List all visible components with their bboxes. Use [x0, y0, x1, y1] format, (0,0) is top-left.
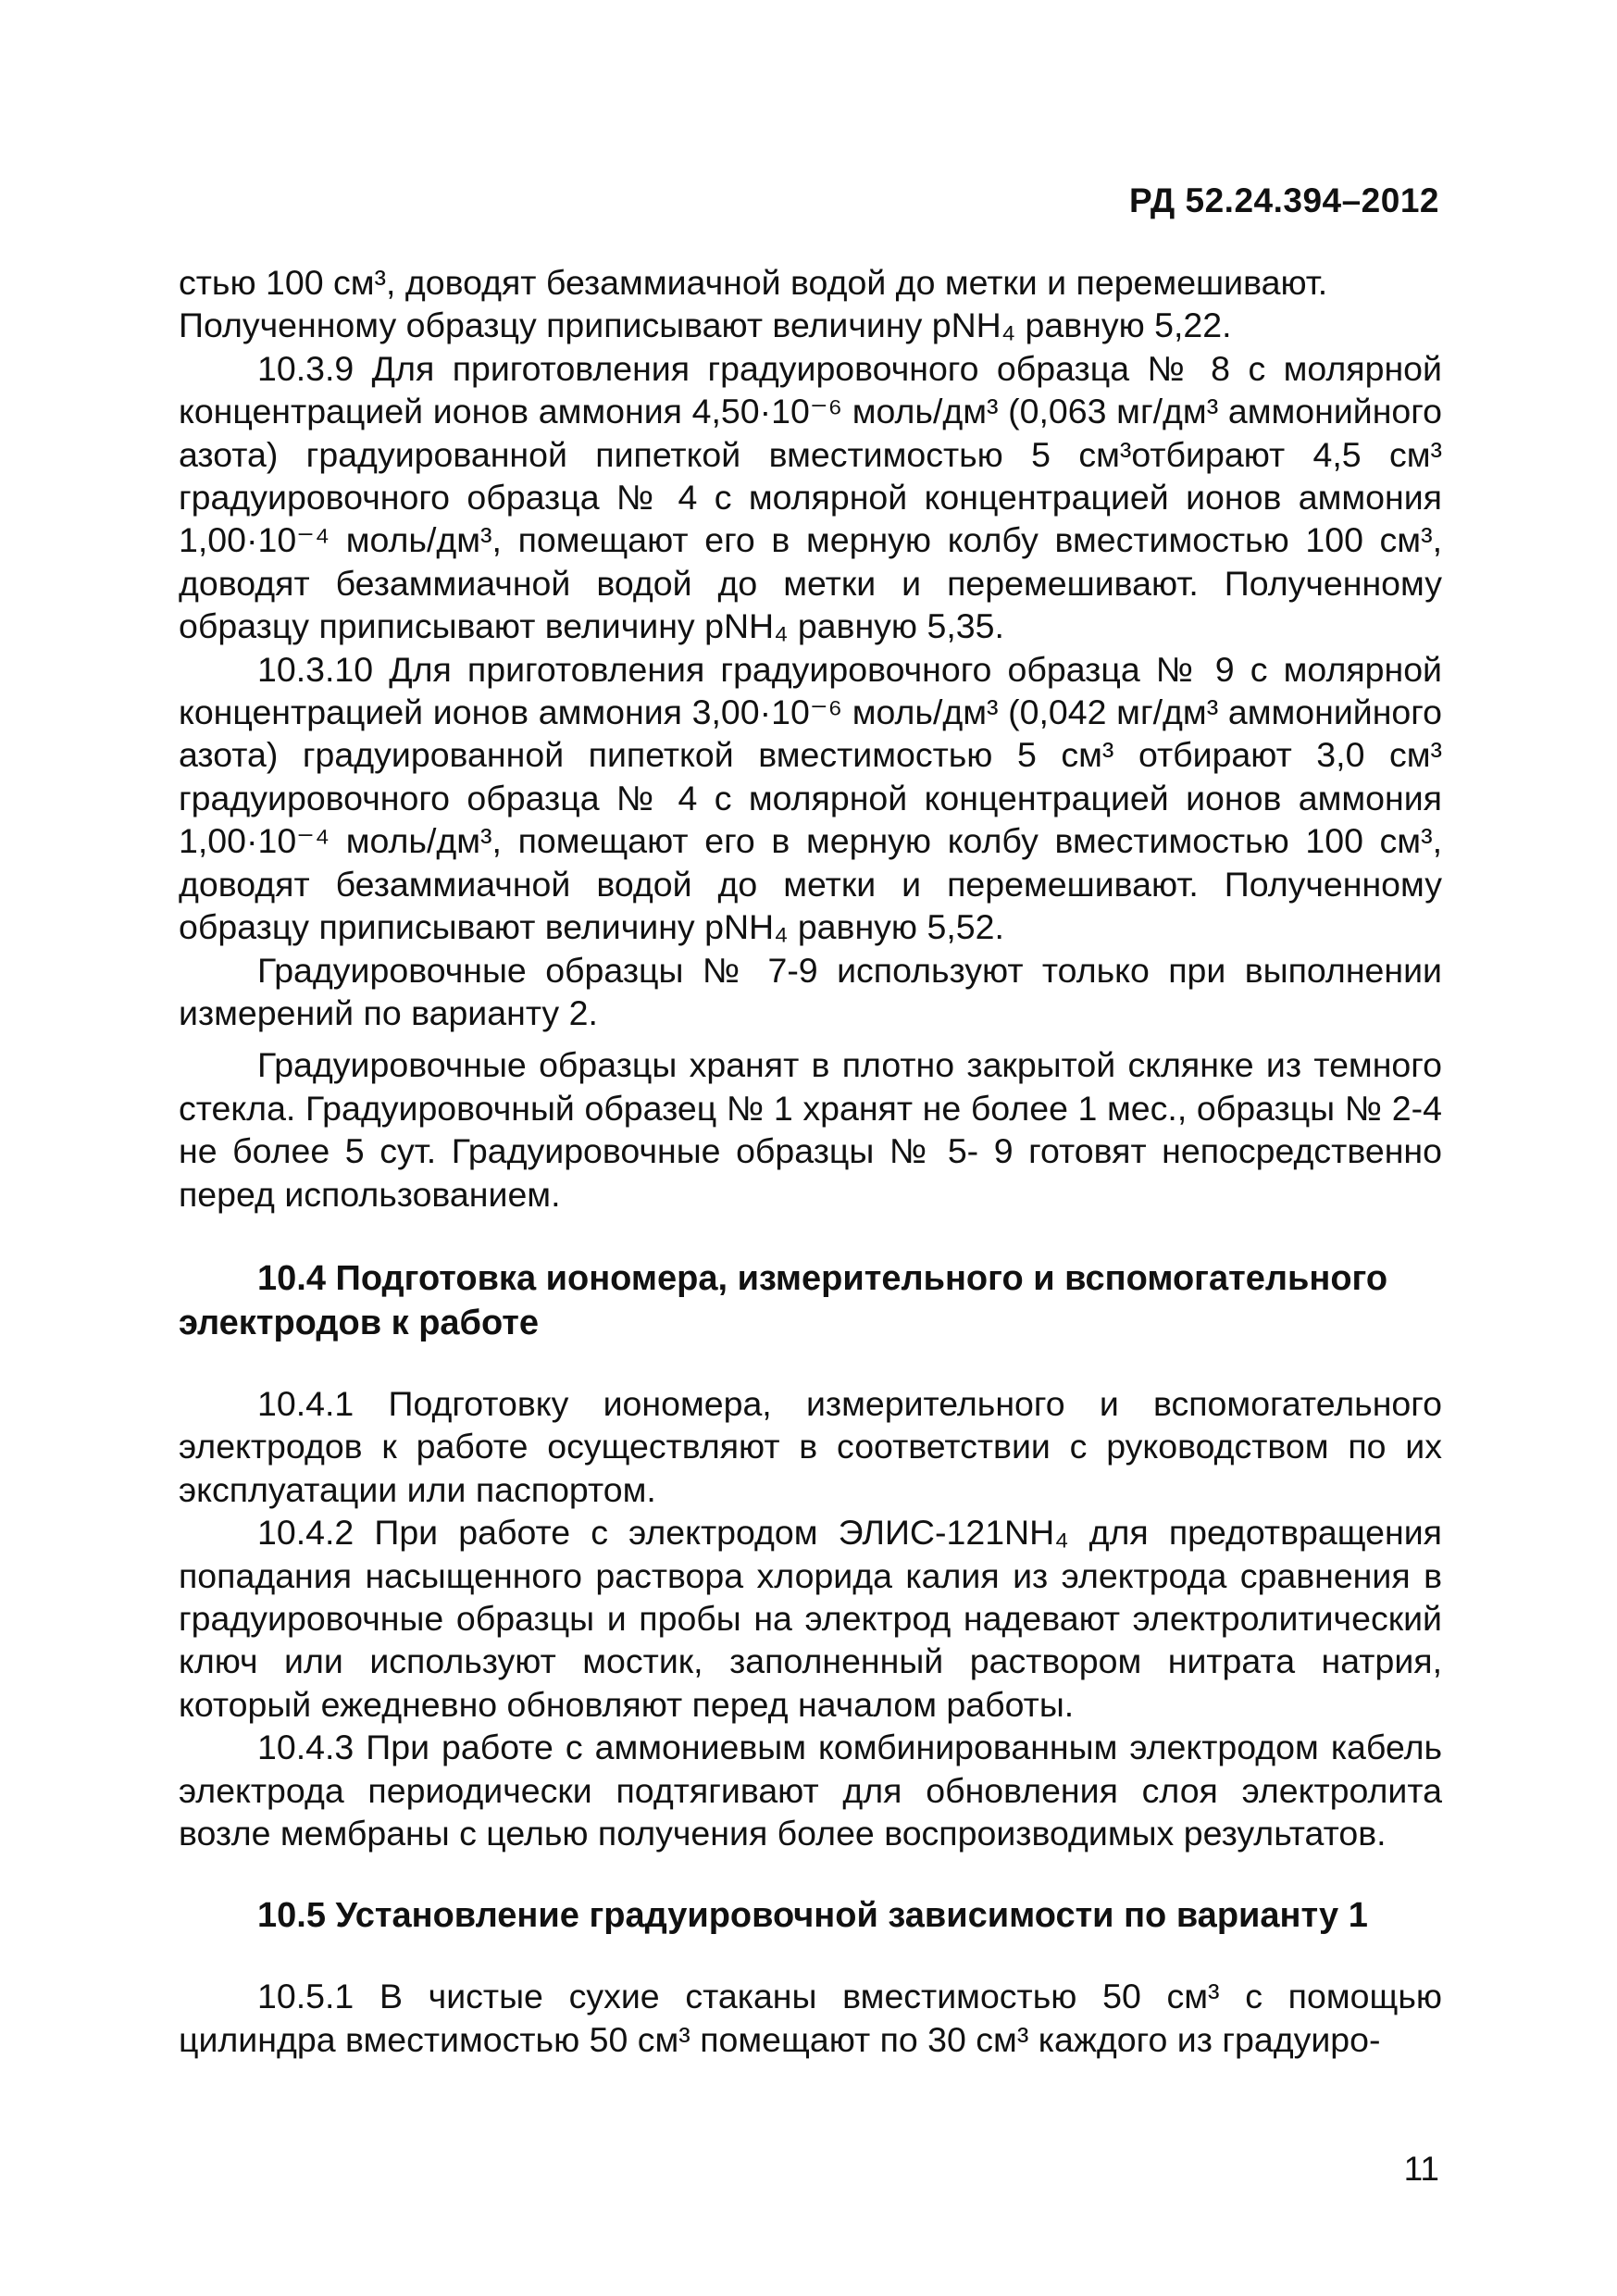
document-number-header: РД 52.24.394–2012 [1129, 181, 1439, 219]
paragraph-10-5-1: 10.5.1 В чистые сухие стаканы вместимостью 50 см³ с помощью цилиндра вместимостью 50 см³ помещают по 30 см³ каждого из градуиро- [179, 1977, 1442, 2059]
paragraph-10-4-1: 10.4.1 Подготовку иономера, измерительного и вспомогательного электродов к работе осуществляют в соответствии с руководством по их эксплуатации или паспортом. [179, 1383, 1442, 1509]
paragraph-10-3-8-line2: Полученному образцу приписывают величину pNH₄ равную 5,22. [179, 306, 1232, 345]
paragraph-10-3-9: 10.3.9 Для приготовления градуировочного образца № 8 с молярной концентрацией ионов аммония 4,50·10⁻⁶ моль/дм³ (0,063 мг/дм³ аммонийного азота) градуированной пипеткой вместимостью 5 см³отбирают 4,5 см³ градуировочного образца № 4 с молярной концентрацией ионов аммония 1,00·10⁻⁴ моль/дм³, помещают его в мерную колбу вместимостью 100 см³, доводят безаммиачной водой до метки и перемешивают. Полученному образцу приписывают величину pNH₄ равную 5,35. [179, 348, 1442, 646]
paragraph-10-4-2: 10.4.2 При работе с электродом ЭЛИС-121NH₄ для предотвращения попадания насыщенного раствора хлорида калия из электрода сравнения в градуировочные образцы и пробы на электрод надевают электролитический ключ или используют мостик, заполненный раствором нитрата натрия, который ежедневно обновляют перед началом работы. [179, 1513, 1442, 1724]
paragraph-10-4-3: 10.4.3 При работе с аммониевым комбинированным электродом кабель электрода периодически подтягивают для обновления слоя электролита возле мембраны с целью получения более воспроизводимых результатов. [179, 1728, 1442, 1853]
paragraph-10-3-10: 10.3.10 Для приготовления градуировочного образца № 9 с молярной концентрацией ионов аммония 3,00·10⁻⁶ моль/дм³ (0,042 мг/дм³ аммонийного азота) градуированной пипеткой вместимостью 5 см³ отбирают 3,0 см³ градуировочного образца № 4 с молярной концентрацией ионов аммония 1,00·10⁻⁴ моль/дм³, помещают его в мерную колбу вместимостью 100 см³, доводят безаммиачной водой до метки и перемешивают. Полученному образцу приписывают величину pNH₄ равную 5,52. [179, 649, 1442, 947]
section-10-4-heading: 10.4 Подготовка иономера, измерительного и вспомогательного электродов к работе [179, 1258, 1388, 1342]
page-body [179, 261, 1442, 2061]
note-storage: Градуировочные образцы хранят в плотно закрытой склянке из темного стекла. Градуировочный образец № 1 хранят не более 1 мес., образцы № 2-4 не более 5 сут. Градуировочные образцы № 5- 9 готовят непосредственно перед использованием. [179, 1045, 1442, 1214]
section-10-5-heading: 10.5 Установление градуировочной зависимости по варианту 1 [257, 1896, 1368, 1936]
paragraph-10-3-8-line1: стью 100 см³, доводят безаммиачной водой до метки и перемешивают. [179, 263, 1328, 302]
page-number: 11 [1403, 2150, 1439, 2188]
note-samples-7-9: Градуировочные образцы № 7-9 используют только при выполнении измерений по варианту 2. [179, 950, 1442, 1032]
